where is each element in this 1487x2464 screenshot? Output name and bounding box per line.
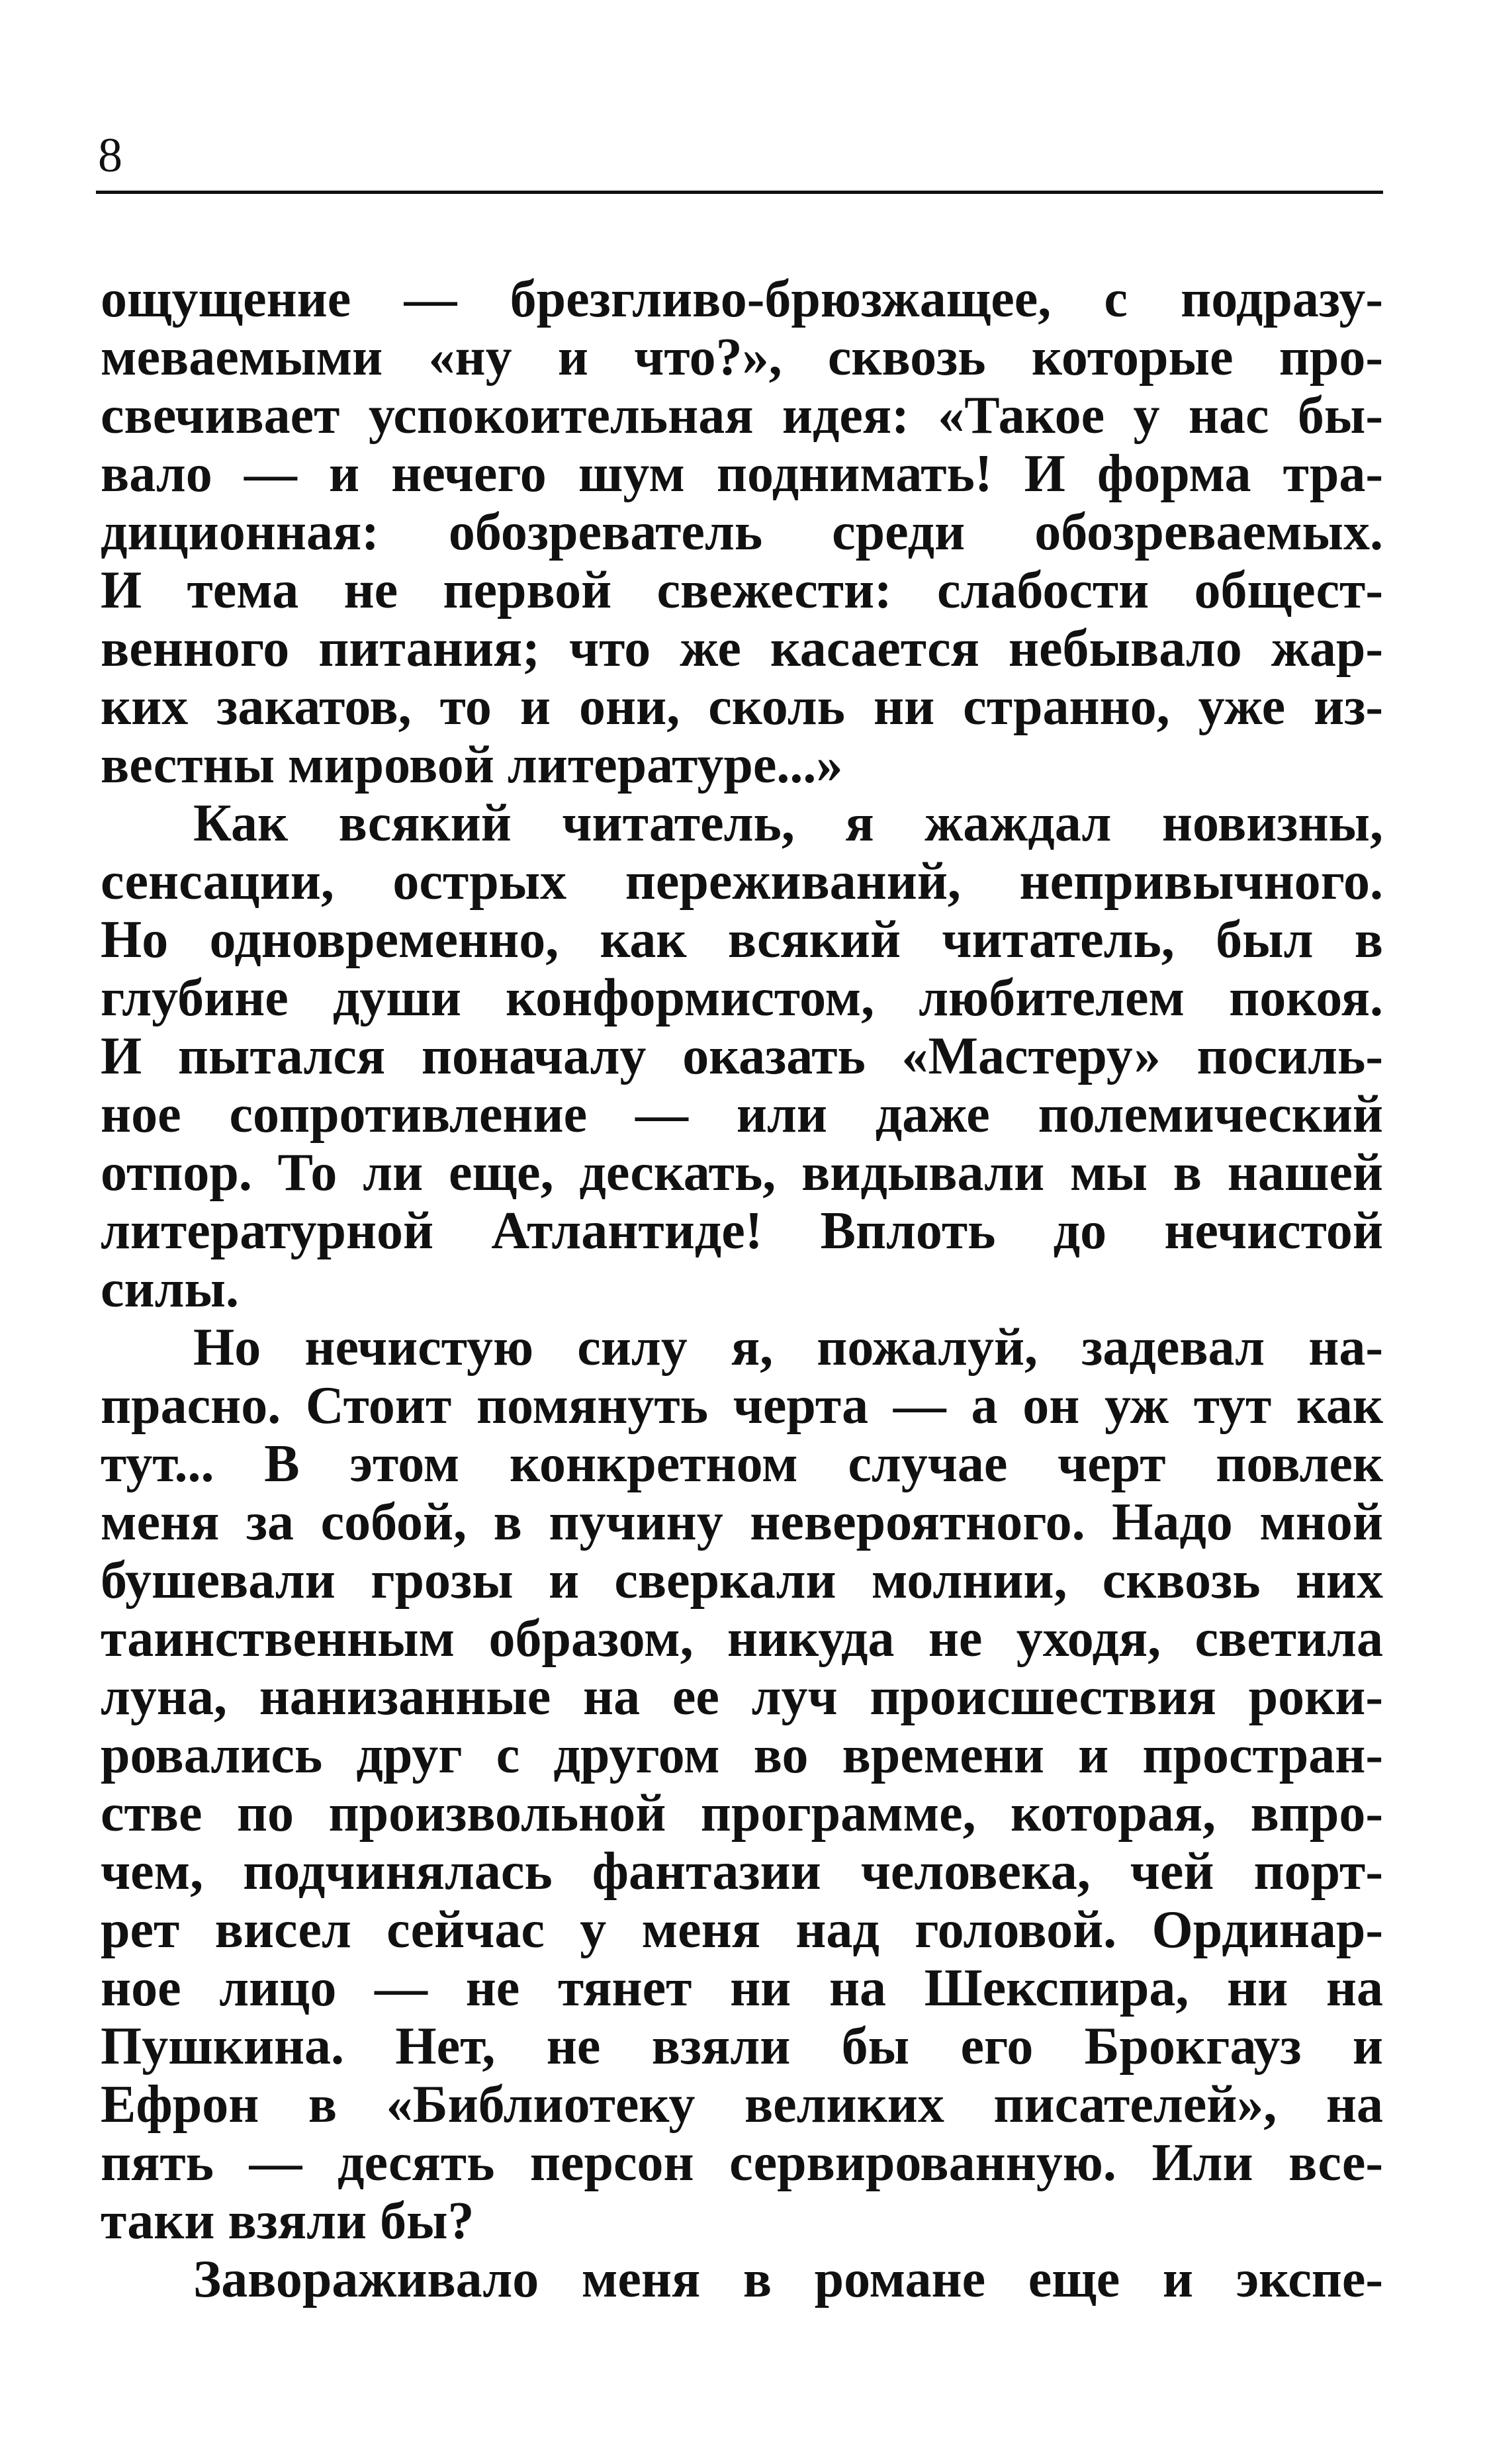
text-line: бушевали грозы и сверкали молнии, сквозь них (101, 1551, 1383, 1610)
body-text (101, 270, 1383, 2308)
text-line: Завораживало меня в романе еще и экспе- (193, 2250, 1383, 2308)
text-line: ное сопротивление — или даже полемический (101, 1085, 1383, 1144)
text-line: И пытался поначалу оказать «Мастеру» посиль- (101, 1027, 1383, 1085)
text-line: силы. (101, 1260, 239, 1318)
text-line: ких закатов, то и они, сколь ни странно, уже из- (101, 678, 1383, 736)
text-line: Ефрон в «Библиотеку великих писателей», на (101, 2076, 1383, 2134)
text-line: Но нечистую силу я, пожалуй, задевал на- (193, 1318, 1383, 1377)
text-line: вестны мировой литературе...» (101, 736, 843, 794)
text-line: рет висел сейчас у меня над головой. Ординар- (101, 1901, 1383, 1959)
header-rule (96, 191, 1383, 194)
text-line: Пушкина. Нет, не взяли бы его Брокгауз и (101, 2017, 1383, 2076)
text-line: тут... В этом конкретном случае черт повлек (101, 1435, 1383, 1493)
text-line: чем, подчинялась фантазии человека, чей порт- (101, 1843, 1383, 1901)
text-line: таки взяли бы? (101, 2192, 474, 2250)
text-line: вало — и нечего шум поднимать! И форма тра- (101, 445, 1383, 503)
text-line: Как всякий читатель, я жаждал новизны, (193, 794, 1383, 852)
text-line: Но одновременно, как всякий читатель, был в (101, 911, 1383, 969)
text-line: глубине души конформистом, любителем покоя. (101, 969, 1383, 1027)
text-line: прасно. Стоит помянуть черта — а он уж тут как (101, 1377, 1383, 1435)
text-line: ровались друг с другом во времени и простран- (101, 1726, 1383, 1784)
text-line: литературной Атлантиде! Вплоть до нечистой (101, 1202, 1383, 1260)
text-line: таинственным образом, никуда не уходя, светила (101, 1610, 1383, 1668)
text-line: меваемыми «ну и что?», сквозь которые про- (101, 328, 1383, 387)
text-line: И тема не первой свежести: слабости общест- (101, 561, 1383, 619)
text-line: диционная: обозреватель среди обозреваемых. (101, 503, 1383, 561)
text-line: стве по произвольной программе, которая, впро- (101, 1784, 1383, 1843)
text-line: отпор. То ли еще, дескать, видывали мы в нашей (101, 1144, 1383, 1202)
text-line: ощущение — брезгливо-брюзжащее, с подразу- (101, 270, 1383, 328)
page-number: 8 (98, 128, 122, 183)
text-line: луна, нанизанные на ее луч происшествия роки- (101, 1668, 1383, 1726)
text-line: ное лицо — не тянет ни на Шекспира, ни на (101, 1959, 1383, 2017)
text-line: венного питания; что же касается небывало жар- (101, 619, 1383, 678)
text-line: меня за собой, в пучину невероятного. Надо мной (101, 1493, 1383, 1551)
text-line: сенсации, острых переживаний, непривычного. (101, 852, 1383, 911)
text-line: свечивает успокоительная идея: «Такое у нас бы- (101, 387, 1383, 445)
text-line: пять — десять персон сервированную. Или все- (101, 2134, 1383, 2192)
